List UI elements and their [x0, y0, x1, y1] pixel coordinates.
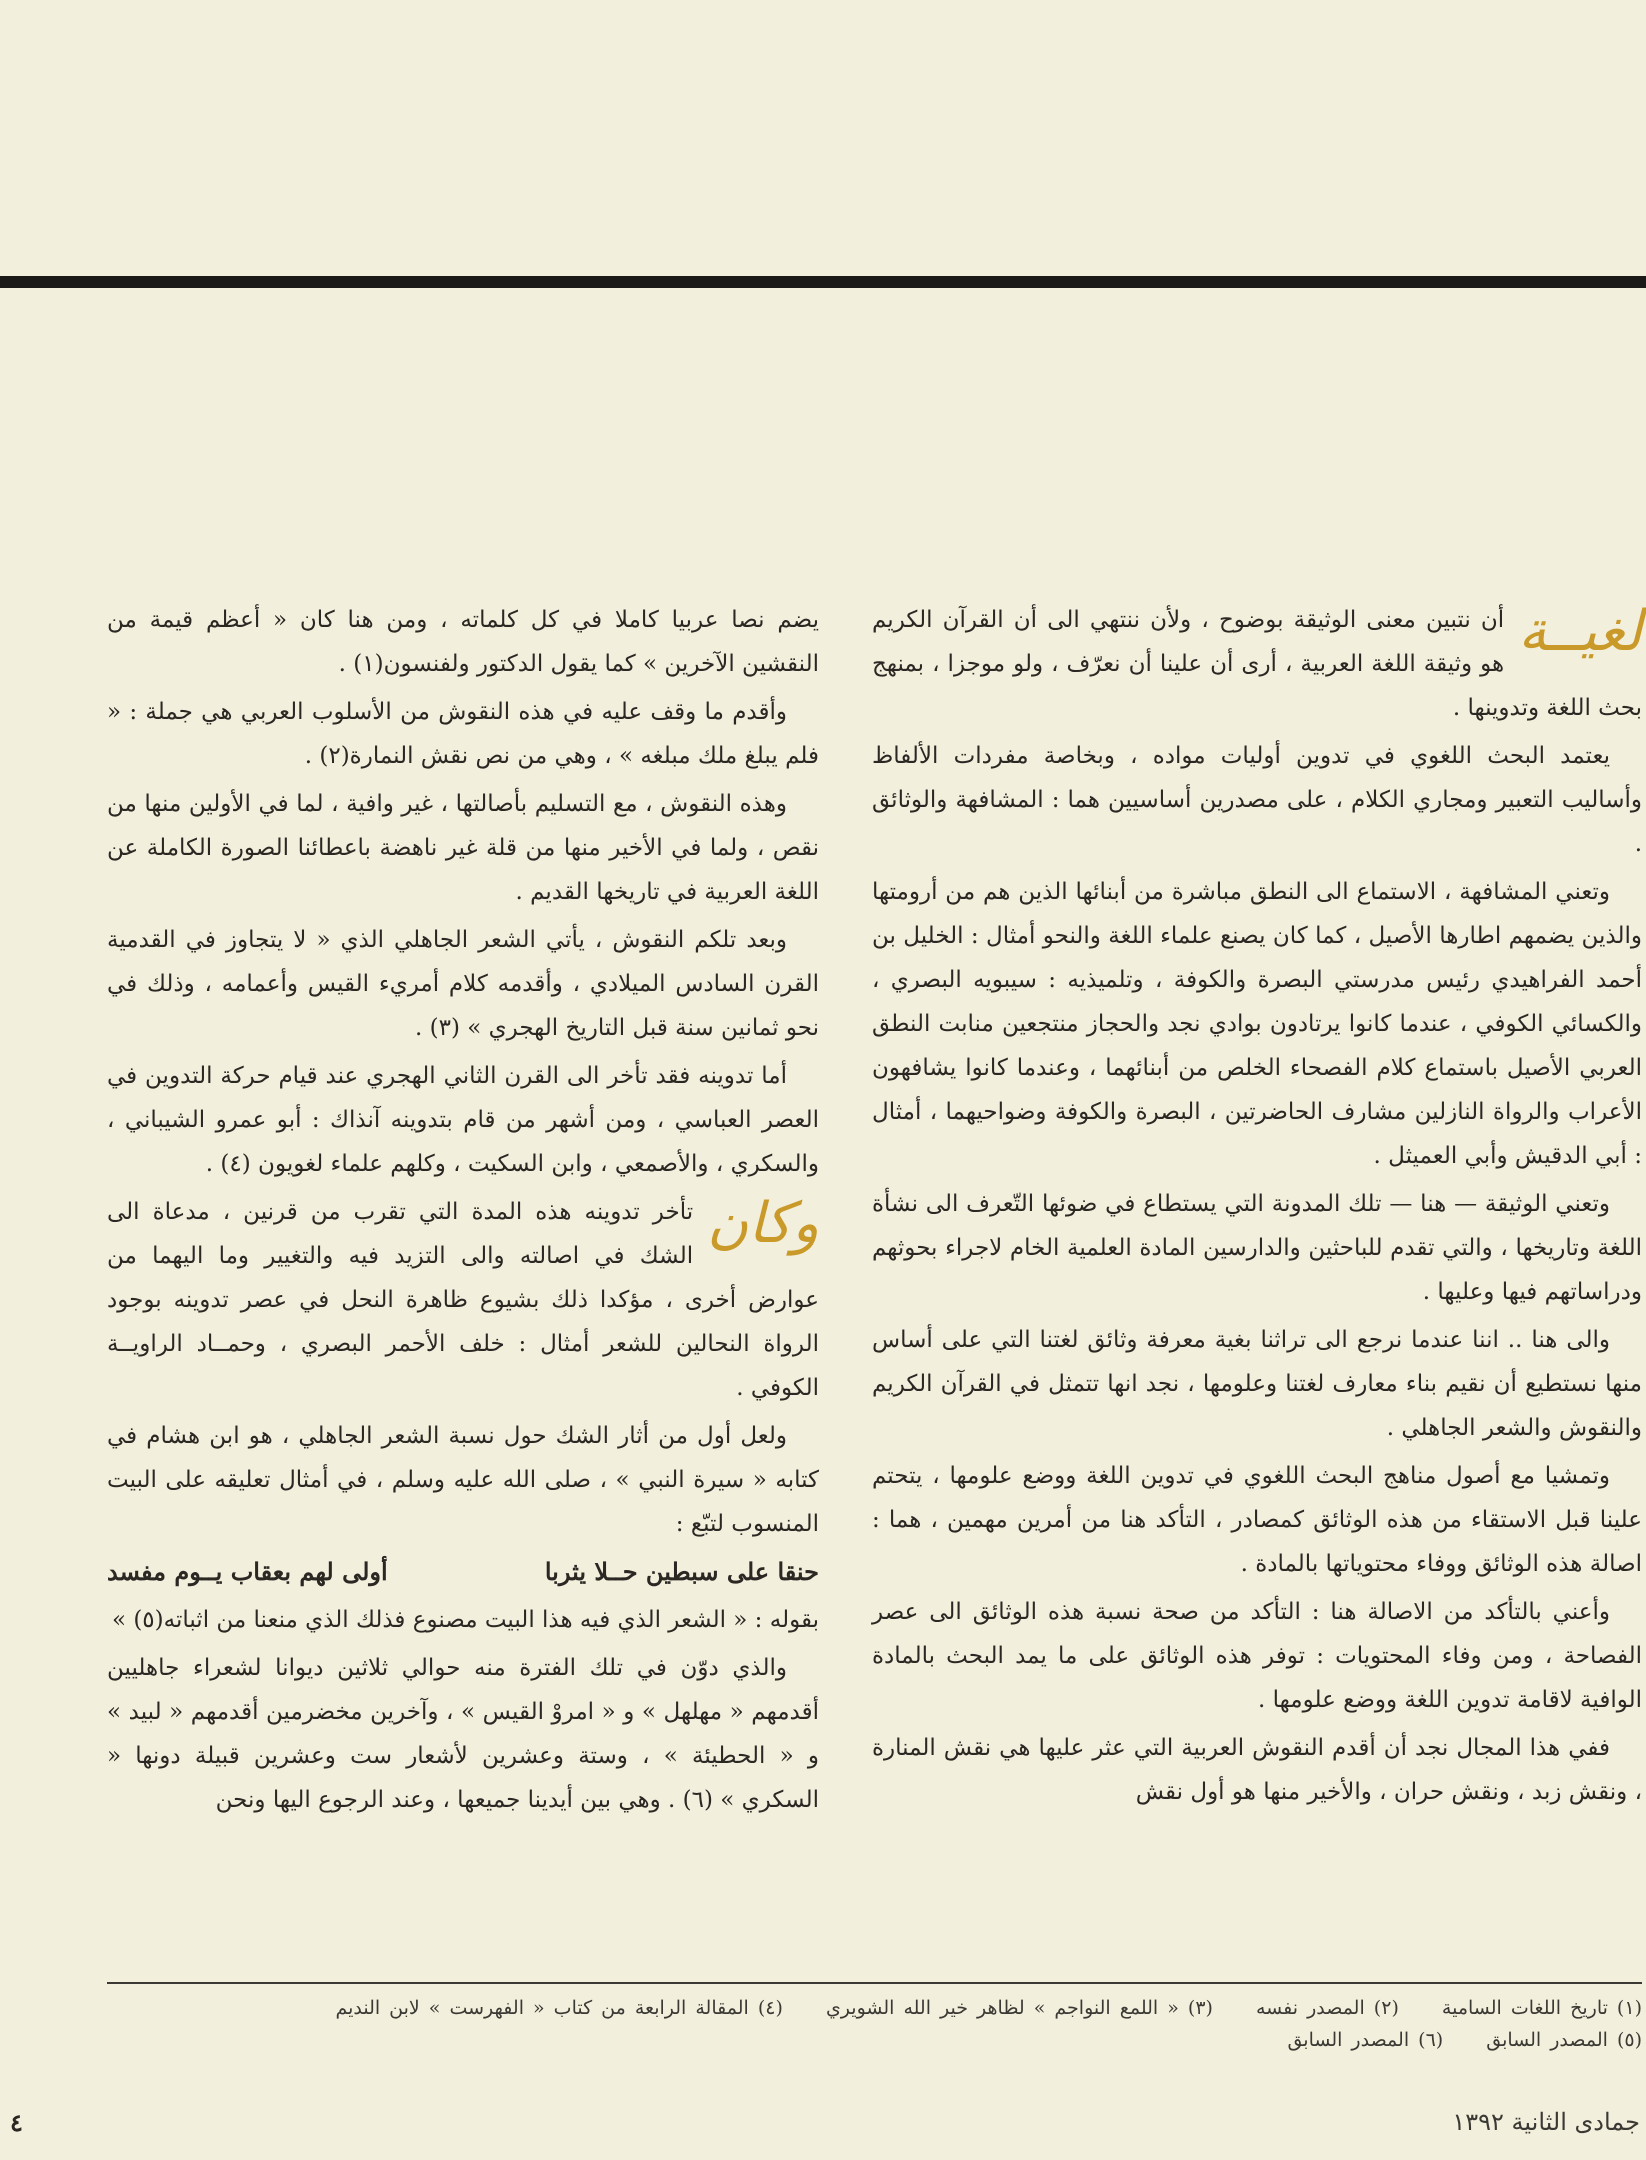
- paragraph: يعتمد البحث اللغوي في تدوين أوليات مواده ، وبخاصة مفردات الألفاظ وأساليب التعبير ومجاري الكلام ، على مصدرين أساسيين هما : المشافهة والوثائق .: [872, 743, 1642, 857]
- paragraph: ولعل أول من أثار الشك حول نسبة الشعر الجاهلي ، هو ابن هشام في كتابه « سيرة النبي » ، صلى الله عليه وسلم ، في أمثال تعليقه على البيت المنسوب لتبّع :: [107, 1423, 819, 1537]
- paragraph: وهذه النقوش ، مع التسليم بأصالتها ، غير وافية ، لما في الأولين منها من نقص ، ولما في الأخير منها من قلة غير ناهضة باعطائنا الصورة الكاملة عن اللغة العربية في تاريخها القديم .: [107, 791, 819, 905]
- page-number: ٤: [10, 2108, 23, 2137]
- poetry-verse: [107, 1550, 819, 1594]
- paragraph: وتمشيا مع أصول مناهج البحث اللغوي في تدوين اللغة ووضع علومها ، يتحتم علينا قبل الاستقاء من هذه الوثائق كمصادر ، التأكد هنا من أمرين مهمين ، هما : اصالة هذه الوثائق ووفاء محتوياتها بالمادة .: [872, 1463, 1642, 1577]
- paragraph: بقوله : « الشعر الذي فيه هذا البيت مصنوع فذلك الذي منعنا من اثباته(٥) »: [111, 1607, 819, 1633]
- footnote-rule: [107, 1982, 1642, 1984]
- paragraph: يضم نصا عربيا كاملا في كل كلماته ، ومن هنا كان « أعظم قيمة من النقشين الآخرين » كما يقول الدكتور ولفنسون(١) .: [107, 607, 819, 677]
- dropcap: لغيــة: [1518, 599, 1642, 664]
- paragraph: والذي دوّن في تلك الفترة منه حوالي ثلاثين ديوانا لشعراء جاهليين أقدمهم « مهلهل » و « امروْ القيس » ، وآخرين مخضرمين أقدمهم « لبيد » و « الحطيئة » ، وستة وعشرين لأشعار ست وعشرين قبيلة دونها « السكري » (٦) . وهي بين أيدينا جميعها ، وعند الرجوع اليها ونحن: [107, 1655, 819, 1813]
- paragraph: أما تدوينه فقد تأخر الى القرن الثاني الهجري عند قيام حركة التدوين في العصر العباسي ، ومن أشهر من قام بتدوينه آنذاك : أبو عمرو الشيباني ، والسكري ، والأصمعي ، وابن السكيت ، وكلهم علماء لغويون (٤) .: [107, 1063, 819, 1177]
- paragraph: وأعني بالتأكد من الاصالة هنا : التأكد من صحة نسبة هذه الوثائق الى عصر الفصاحة ، ومن وفاء المحتويات : توفر هذه الوثائق على ما يمد البحث بالمادة الوافية لاقامة تدوين اللغة ووضع علومها .: [872, 1599, 1642, 1713]
- left-column: [107, 598, 819, 1826]
- paragraph: [107, 1190, 819, 1410]
- verse-hemistich-2: أولى لهم بعقاب يــوم مفسد: [107, 1557, 388, 1586]
- paragraph: وبعد تلكم النقوش ، يأتي الشعر الجاهلي الذي « لا يتجاوز في القدمية القرن السادس الميلادي ، وأقدمه كلام أمريء القيس وأعمامه ، وذلك في نحو ثمانين سنة قبل التاريخ الهجري » (٣) .: [107, 927, 819, 1041]
- paragraph-text: أن نتبين معنى الوثيقة بوضوح ، ولأن ننتهي الى أن القرآن الكريم هو وثيقة اللغة العربية ، أرى أن علينا أن نعرّف ، ولو موجزا ، بمنهج بحث اللغة وتدوينها .: [872, 607, 1642, 721]
- paragraph: [872, 598, 1642, 730]
- dropcap: وكان: [707, 1191, 819, 1256]
- footnote: (٤) المقالة الرابعة من كتاب « الفهرست » لابن النديم: [335, 1997, 783, 2019]
- paragraph: وأقدم ما وقف عليه في هذه النقوش من الأسلوب العربي هي جملة : « فلم يبلغ ملك مبلغه » ، وهي من نص نقش النمارة(٢) .: [107, 699, 819, 769]
- footnote: (١) تاريخ اللغات السامية: [1441, 1997, 1642, 2019]
- footnote: (٣) « اللمع النواجم » لظاهر خير الله الشويري: [825, 1997, 1213, 2019]
- paragraph: وتعني المشافهة ، الاستماع الى النطق مباشرة من أبنائها الذين هم من أرومتها والذين يضمهم اطارها الأصيل ، كما كان يصنع علماء اللغة والنحو أمثال : الخليل بن أحمد الفراهيدي رئيس مدرستي البصرة والكوفة ، وتلميذيه : سيبويه البصري ، والكسائي الكوفي ، عندما كانوا يرتادون بوادي نجد والحجاز منتجعين منابت النطق العربي الأصيل باستماع كلام الفصحاء الخلص من أبنائهما ، وعندما كانوا يشافهون الأعراب والرواة النازلين مشارف الحاضرتين ، البصرة والكوفة وضواحيهما ، أمثال : أبي الدقيش وأبي العميثل .: [872, 879, 1642, 1169]
- right-column: [872, 598, 1642, 1818]
- page-footer: [0, 2108, 1646, 2148]
- footnote-line: [107, 2024, 1642, 2056]
- footnotes: [107, 1992, 1642, 2056]
- verse-hemistich-1: حنقا على سبطين حــلا يثربا: [544, 1557, 819, 1586]
- paragraph: والى هنا .. اننا عندما نرجع الى تراثنا بغية معرفة وثائق لغتنا التي على أساس منها نستطيع أن نقيم بناء معارف لغتنا وعلومها ، نجد انها تتمثل في القرآن الكريم والنقوش والشعر الجاهلي .: [872, 1327, 1642, 1441]
- top-rule: [0, 276, 1646, 288]
- paragraph: ففي هذا المجال نجد أن أقدم النقوش العربية التي عثر عليها هي نقش المنارة ، ونقش زبد ، ونقش حران ، والأخير منها هو أول نقش: [872, 1735, 1642, 1805]
- footnote: (٢) المصدر نفسه: [1256, 1997, 1399, 2019]
- footnote-line: [107, 1992, 1642, 2024]
- footnote: (٥) المصدر السابق: [1486, 2029, 1642, 2051]
- paragraph: وتعني الوثيقة — هنا — تلك المدونة التي يستطاع في ضوئها التّعرف الى نشأة اللغة وتاريخها ، والتي تقدم للباحثين والدارسين المادة العلمية الخام لاجراء بحوثهم ودراساتهم فيها وعليها .: [872, 1191, 1642, 1305]
- issue-date: جمادى الثانية ١٣٩٢: [1452, 2108, 1640, 2136]
- paragraph-text: تأخر تدوينه هذه المدة التي تقرب من قرنين ، مدعاة الى الشك في اصالته والى التزيد فيه والتغيير وما اليهما من عوارض أخرى ، مؤكدا ذلك بشيوع ظاهرة النحل في عصر تدوينه بوجود الرواة النحالين للشعر أمثال : خلف الأحمر البصري ، وحمــاد الراويــة الكوفي .: [107, 1199, 819, 1401]
- footnote: (٦) المصدر السابق: [1287, 2029, 1444, 2051]
